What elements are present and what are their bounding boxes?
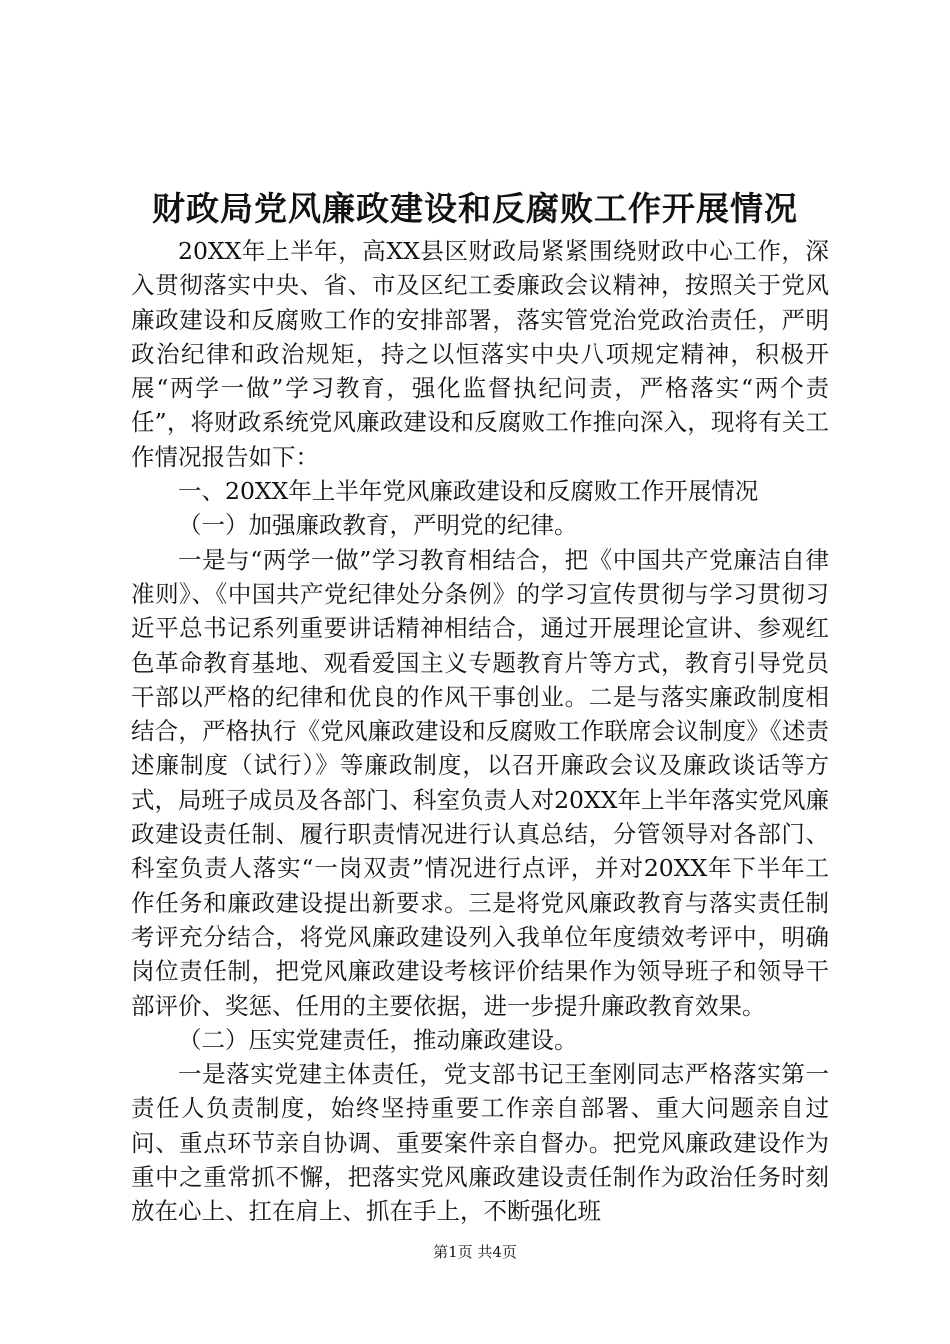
paragraph-responsibility: 一是落实党建主体责任，党支部书记王奎刚同志严格落实第一责任人负责制度，始终坚持重要工作亲自部署、重大问题亲自过问、重点环节亲自协调、重要案件亲自督办。把党风廉政建设作为重中之重常抓不懈，把落实党风廉政建设责任制作为政治任务时刻放在心上、扛在肩上、抓在手上，不断强化班 bbox=[131, 1060, 829, 1226]
subsection-heading-2: （二）压实党建责任，推动廉政建设。 bbox=[178, 1025, 578, 1054]
page-number: 第1页 共4页 bbox=[433, 1243, 517, 1261]
document-body bbox=[131, 234, 829, 1229]
paragraph-intro: 20XX年上半年，高XX县区财政局紧紧围绕财政中心工作，深入贯彻落实中央、省、市及区纪工委廉政会议精神，按照关于党风廉政建设和反腐败工作的安排部署，落实管党治党政治责任，严明政治纪律和政治规矩，持之以恒落实中央八项规定精神，积极开展“两学一做”学习教育，强化监督执纪问责，严格落实“两个责任”，将财政系统党风廉政建设和反腐败工作推向深入，现将有关工作情况报告如下： bbox=[131, 237, 829, 471]
paragraph-education: 一是与“两学一做”学习教育相结合，把《中国共产党廉洁自律准则》、《中国共产党纪律处分条例》的学习宣传贯彻与学习贯彻习近平总书记系列重要讲话精神相结合，通过开展理论宣讲、参观红色革命教育基地、观看爱国主义专题教育片等方式，教育引导党员干部以严格的纪律和优良的作风干事创业。二是与落实廉政制度相结合，严格执行《党风廉政建设和反腐败工作联席会议制度》《述责述廉制度（试行）》等廉政制度，以召开廉政会议及廉政谈话等方式，局班子成员及各部门、科室负责人对20XX年上半年落实党风廉政建设责任制、履行职责情况进行认真总结，分管领导对各部门、科室负责人落实“一岗双责”情况进行点评，并对20XX年下半年工作任务和廉政建设提出新要求。三是将党风廉政教育与落实责任制考评充分结合，将党风廉政建设列入我单位年度绩效考评中，明确岗位责任制，把党风廉政建设考核评价结果作为领导班子和领导干部评价、奖惩、任用的主要依据，进一步提升廉政教育效果。 bbox=[131, 545, 829, 1020]
document-title: 财政局党风廉政建设和反腐败工作开展情况 bbox=[152, 189, 798, 228]
section-heading-1: 一、20XX年上半年党风廉政建设和反腐败工作开展情况 bbox=[178, 477, 759, 506]
subsection-heading-1: （一）加强廉政教育，严明党的纪律。 bbox=[178, 511, 578, 540]
